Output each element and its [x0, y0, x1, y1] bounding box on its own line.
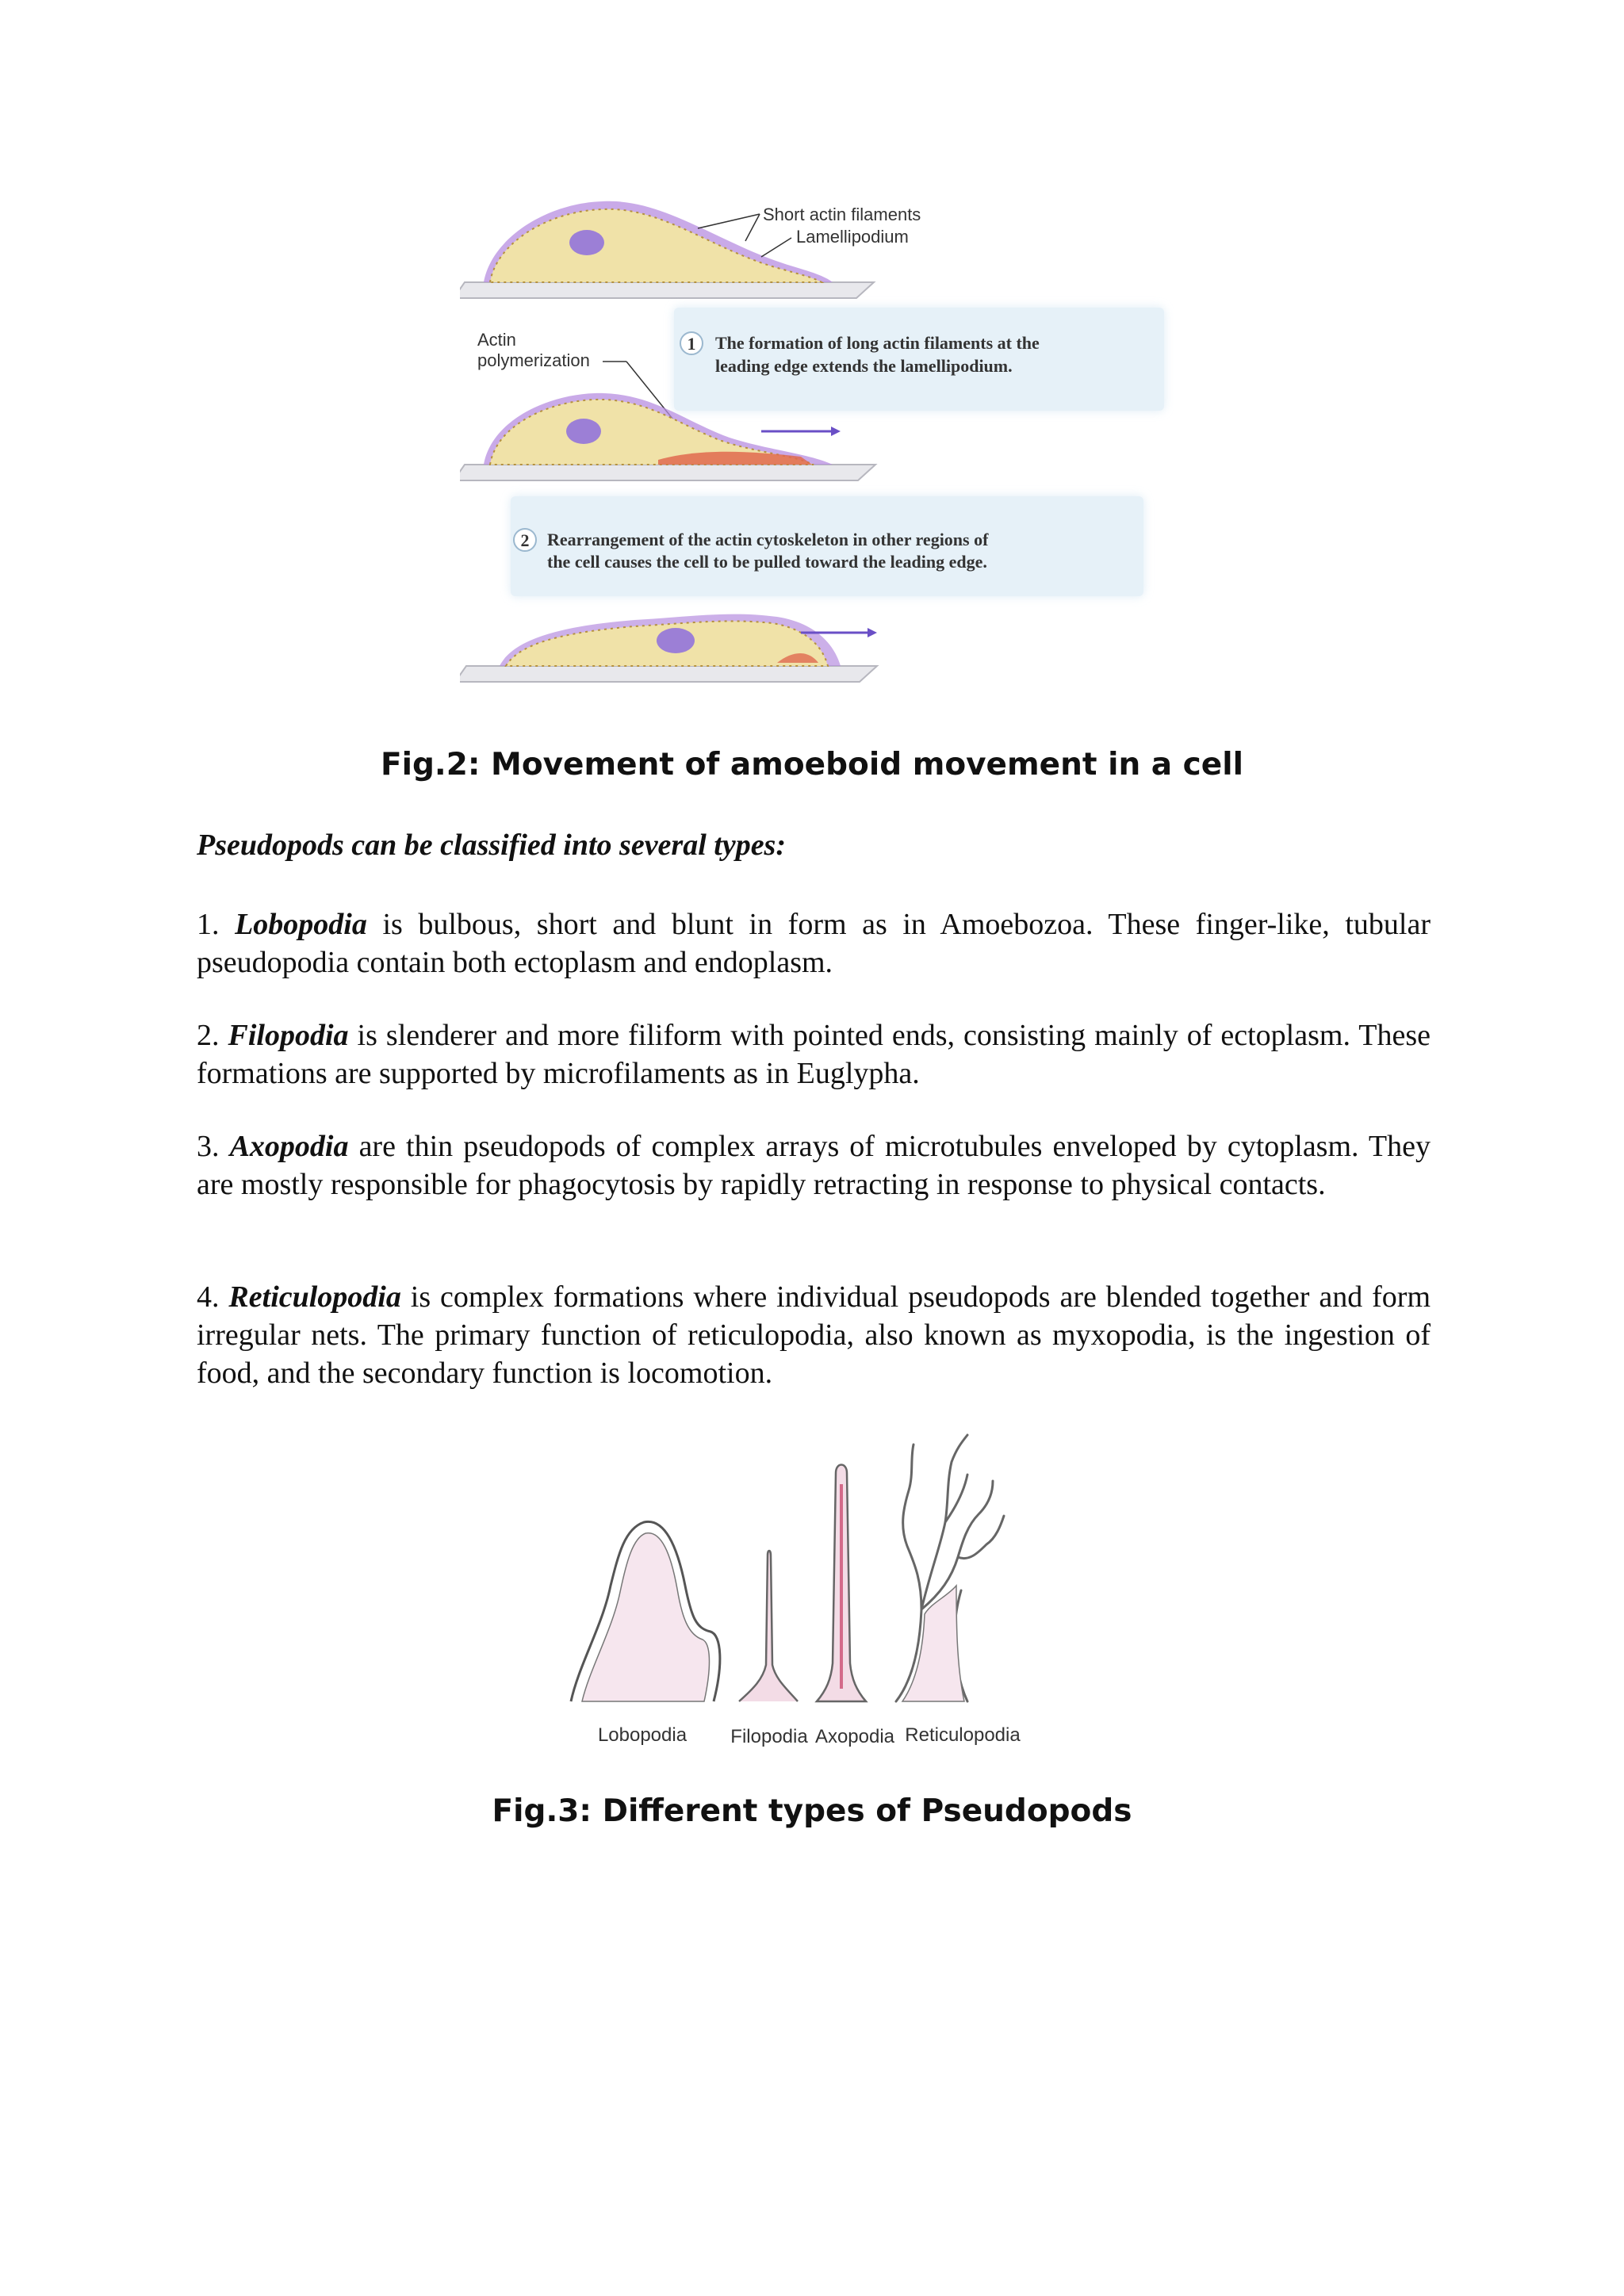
figure-pseudopod-types: [555, 1427, 1094, 1760]
type-number: 2.: [197, 1019, 220, 1052]
svg-text:polymerization: polymerization: [477, 350, 590, 370]
label-lamellipodium: [761, 227, 909, 257]
type-description: are thin pseudopods of complex arrays of microtubules enveloped by cytoplasm. They are mostly responsible for phagocytosis by rapidly retracting in response to physical contacts.: [197, 1130, 1431, 1201]
pseudopod-types-diagram: [555, 1427, 1094, 1760]
figure-3-label: Reticulopodia: [905, 1724, 1021, 1746]
types-intro-heading: Pseudopods can be classified into several types:: [197, 828, 787, 862]
svg-text:Lamellipodium: Lamellipodium: [796, 227, 909, 247]
lobopodia-drawing: [571, 1521, 720, 1701]
filopodia-drawing: [739, 1551, 798, 1701]
svg-text:Rearrangement of the actin cyt: Rearrangement of the actin cytoskeleton in other regions of: [547, 530, 989, 549]
type-description: is slenderer and more filiform with pointed ends, consisting mainly of ectoplasm. These formations are supported by microfilaments as in Euglypha.: [197, 1019, 1431, 1090]
step-box-2: [511, 496, 1143, 596]
type-number: 1.: [197, 908, 220, 941]
step-box-1: [674, 308, 1164, 411]
type-term: Axopodia: [229, 1130, 349, 1163]
cell-stage-3: [460, 614, 877, 682]
nucleus-1: [569, 230, 604, 255]
axopodia-drawing: [817, 1465, 866, 1702]
svg-text:The formation of long actin fi: The formation of long actin filaments at the: [715, 333, 1040, 353]
type-description: is bulbous, short and blunt in form as in Amoebozoa. These finger-like, tubular pseudopodia contain both ectoplasm and endoplasm.: [197, 908, 1431, 979]
figure-3-label: Axopodia: [814, 1726, 895, 1747]
figure-amoeboid-movement: [460, 190, 1174, 714]
type-paragraph-axopodia: [197, 1127, 1431, 1203]
type-number: 3.: [197, 1130, 220, 1163]
svg-text:2: 2: [520, 530, 530, 550]
type-description: is complex formations where individual pseudopods are blended together and form irregular nets. The primary function of reticulopodia, also known as myxopodia, is the ingestion of food, and the secondary function is locomotion.: [197, 1280, 1431, 1390]
reticulopodia-drawing: [896, 1435, 1004, 1701]
nucleus-2: [566, 419, 601, 444]
svg-text:1: 1: [687, 334, 696, 354]
type-number: 4.: [197, 1280, 220, 1314]
figure-2-caption: Fig.2: Movement of amoeboid movement in a cell: [380, 747, 1243, 783]
type-paragraph-filopodia: [197, 1016, 1431, 1093]
amoeboid-movement-diagram: [460, 190, 1174, 714]
type-term: Reticulopodia: [228, 1280, 401, 1314]
svg-text:the cell causes the cell to be: the cell causes the cell to be pulled toward the leading edge.: [547, 552, 987, 572]
svg-text:leading edge extends the lamel: leading edge extends the lamellipodium.: [715, 356, 1013, 376]
figure-3-label: Lobopodia: [597, 1724, 688, 1746]
type-term: Lobopodia: [235, 908, 367, 941]
nucleus-3: [657, 628, 695, 653]
type-paragraph-lobopodia: [197, 905, 1431, 982]
figure-3-label: Filopodia: [730, 1726, 808, 1747]
svg-text:Actin: Actin: [477, 330, 516, 350]
type-term: Filopodia: [228, 1019, 349, 1052]
svg-text:Short actin filaments: Short actin filaments: [763, 205, 921, 224]
type-paragraph-reticulopodia: [197, 1278, 1431, 1392]
arrow-direction-1: [761, 427, 841, 436]
figure-3-caption: Fig.3: Different types of Pseudopods: [492, 1793, 1132, 1829]
